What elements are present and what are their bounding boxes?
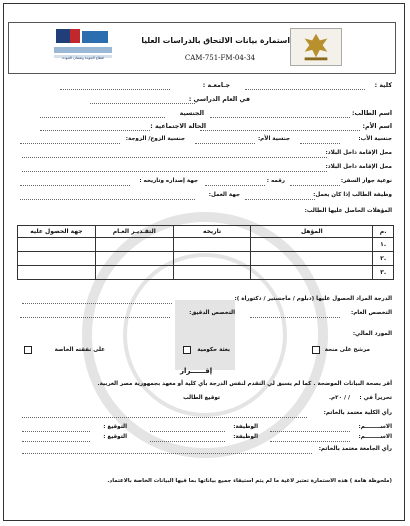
residence-label-2: محل الإقامة داخل البلاد: [325,164,392,170]
form-title: استمارة بيانات الالتحاق بالدراسات العليا [141,36,290,45]
option-gov-label: بعثة حكومية [197,347,230,353]
declaration-heading: إقــــــرار [180,367,213,375]
degree-requested-line[interactable] [22,303,172,304]
eagle-emblem-icon [291,29,341,65]
table-row[interactable] [18,238,394,252]
mother-nationality-line[interactable] [195,143,255,144]
university-signature-label: التوقيع : [103,434,127,440]
spouse-nationality-line[interactable] [20,143,120,144]
table-row[interactable] [18,252,394,266]
marital-status-label: الحالة الاجتماعية : [150,123,206,130]
date-value[interactable]: / / ٢٠م. [328,395,350,401]
college-opinion-line[interactable] [22,417,307,418]
option-grant-label: مرشح على منحة [324,347,370,353]
college-job-line[interactable] [150,431,225,432]
row-index: ١. [373,238,394,252]
option-self-label: على نفقته الخاصة [54,347,105,353]
college-name-line[interactable] [270,431,350,432]
university-job-label: الوظيفة: [233,434,258,440]
important-note: (ملحوظة هامة ) هذه الاستمارة تعتبر لاغية ما لم يتم استيفاء جميع بياناتها بما فيها البيانات الخاصة بالاعتماد. [107,478,392,484]
table-header-row [18,226,394,238]
father-nationality-label: جنسية الأب: [358,136,392,142]
general-spec-label: التخصص العام: [350,310,392,316]
table-row[interactable] [18,266,394,280]
passport-type-line[interactable] [290,185,340,186]
college-line[interactable] [245,89,365,90]
spouse-nationality-label: جنسية الزوج/ الزوجة: [125,136,185,142]
general-spec-line[interactable] [250,317,340,318]
qualifications-heading: المؤهلات الحاصل عليها الطالب: [304,208,392,214]
row-index: ٢. [373,252,394,266]
college-label: كلية : [374,82,392,89]
col-grade-header: التقـديـر العـام [95,226,173,238]
precise-spec-label: التخصص الدقيق: [189,310,235,316]
mother-name-label: اسم الأم: [362,123,392,130]
academic-year-label: في العام الدراسي : [188,96,250,103]
gov-checkbox[interactable] [183,346,191,354]
date-label: تحريراً في : [359,395,392,401]
university-opinion-line[interactable] [22,453,312,454]
student-signature-label: توقيع الطالب [183,395,220,401]
col-date-header: تاريخه [173,226,251,238]
academic-year-line[interactable] [90,103,195,104]
grant-checkbox[interactable] [312,346,320,354]
college-opinion-label: رأي الكلية معتمد بالخاتم: [323,410,392,416]
passport-number-label: رقمه : [266,178,285,184]
passport-issuer-label: جهة إصداره وتاريخه : [139,178,198,184]
mother-nationality-label: جنسية الأم: [257,136,290,142]
university-name-label: الاســــــــم: [358,434,392,440]
declaration-text: أقر بصحة البيانات الموضحة . كما لم يسبق لي التقدم لنفس الدرجة بأي كلية أو معهد بجمهورية مصر العربية. [97,381,392,387]
residence-label-1: محل الإقامة داخل البلاد: [325,150,392,156]
col-qualification-header: المؤهل [251,226,373,238]
row-index: ٣. [373,266,394,280]
student-job-line[interactable] [245,199,315,200]
form-code: CAM-751-FM-04-34 [184,54,256,62]
college-signature-label: التوقيع : [103,424,127,430]
financial-resource-label: المورد المالي: [352,331,392,337]
residence-line-1[interactable] [22,157,327,158]
student-name-line[interactable] [210,117,350,118]
residence-line-2[interactable] [22,171,327,172]
university-name-line[interactable] [270,441,350,442]
nationality-line[interactable] [40,117,165,118]
emblem-logo [290,28,342,66]
nationality-label: الجنسية [179,110,204,117]
degree-requested-label: الدرجة المراد الحصول عليها (دبلوم / ماجستير / دكتوراة ): [234,296,392,302]
passport-number-line[interactable] [205,185,265,186]
passport-issuer-line[interactable] [20,185,130,186]
mother-name-line[interactable] [200,130,360,131]
col-index-header: م. [373,226,394,238]
father-nationality-line[interactable] [300,143,340,144]
university-line[interactable] [60,89,170,90]
logo-caption: قطاع الجودة وضمان الجودة [62,56,104,60]
university-job-line[interactable] [150,441,225,442]
qualifications-table [17,225,394,280]
passport-type-label: نوعية جواز السفر: [340,178,392,184]
student-name-label: اسم الطالب: [351,110,392,117]
university-signature-line[interactable] [22,441,90,442]
col-issuer-header: جهة الحصول عليه [18,226,96,238]
precise-spec-line[interactable] [20,317,170,318]
student-job-label: وظيفة الطالب إذا كان يعمل: [313,192,392,198]
university-label: جـامعـة : [202,82,230,89]
college-name-label: الاســــــــم: [358,424,392,430]
employer-label: جهة العمل: [208,192,240,198]
marital-status-line[interactable] [40,130,150,131]
employer-line[interactable] [20,199,195,200]
college-job-label: الوظيفة: [233,424,258,430]
university-opinion-label: رأي الجامعة معتمد بالخاتم: [318,446,392,452]
self-checkbox[interactable] [24,346,32,354]
college-signature-line[interactable] [22,431,90,432]
